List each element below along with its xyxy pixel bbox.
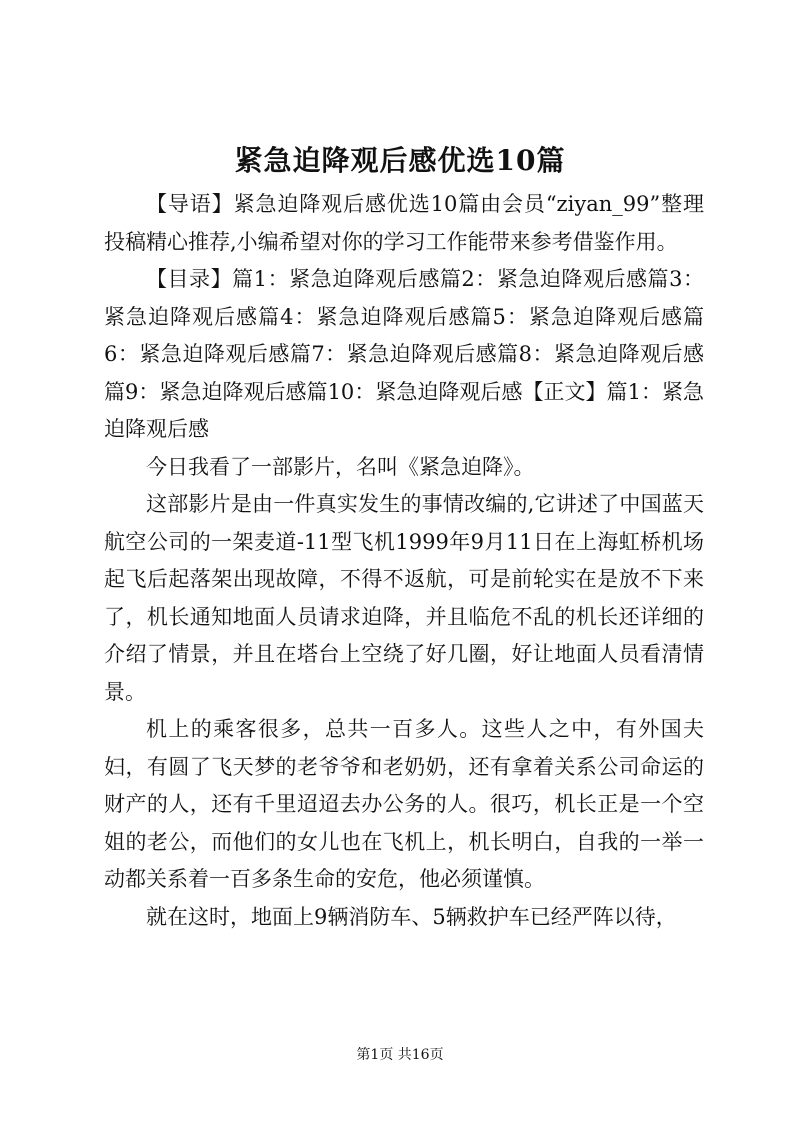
document-title: 紧急迫降观后感优选10篇 (234, 144, 566, 177)
paragraph-body-2: 这部影片是由一件真实发生的事情改编的,它讲述了中国蓝天航空公司的一架麦道-11型飞机1999年9月11日在上海虹桥机场起飞后起落架出现故障，不得不返航，可是前轮实在是放不下来了，机长通知地面人员请求迫降，并且临危不乱的机长还详细的介绍了情景，并且在塔台上空绕了好几圈，好让地面人员看清情景。 (104, 492, 704, 704)
paragraph-body-4: 就在这时，地面上9辆消防车、5辆救护车已经严阵以待， (146, 904, 677, 929)
document-body (104, 186, 704, 936)
paragraph-intro: 【导语】紧急迫降观后感优选10篇由会员“ziyan_99”整理投稿精心推荐,小编希望对你的学习工作能带来参考借鉴作用。 (104, 192, 704, 254)
paragraph-contents: 【目录】篇1：紧急迫降观后感篇2：紧急迫降观后感篇3：紧急迫降观后感篇4：紧急迫降观后感篇5：紧急迫降观后感篇6：紧急迫降观后感篇7：紧急迫降观后感篇8：紧急迫降观后感篇9：紧急迫降观后感篇10：紧急迫降观后感【正文】篇1：紧急迫降观后感 (104, 267, 704, 441)
paragraph-body-1: 今日我看了一部影片，名叫《紧急迫降》。 (146, 454, 535, 479)
page-number-footer: 第1页 共16页 (356, 1047, 444, 1063)
paragraph-body-3: 机上的乘客很多，总共一百多人。这些人之中，有外国夫妇，有圆了飞天梦的老爷爷和老奶奶，还有拿着关系公司命运的财产的人，还有千里迢迢去办公务的人。很巧，机长正是一个空姐的老公，而他们的女儿也在飞机上，机长明白，自我的一举一动都关系着一百多条生命的安危，他必须谨慎。 (104, 717, 704, 891)
